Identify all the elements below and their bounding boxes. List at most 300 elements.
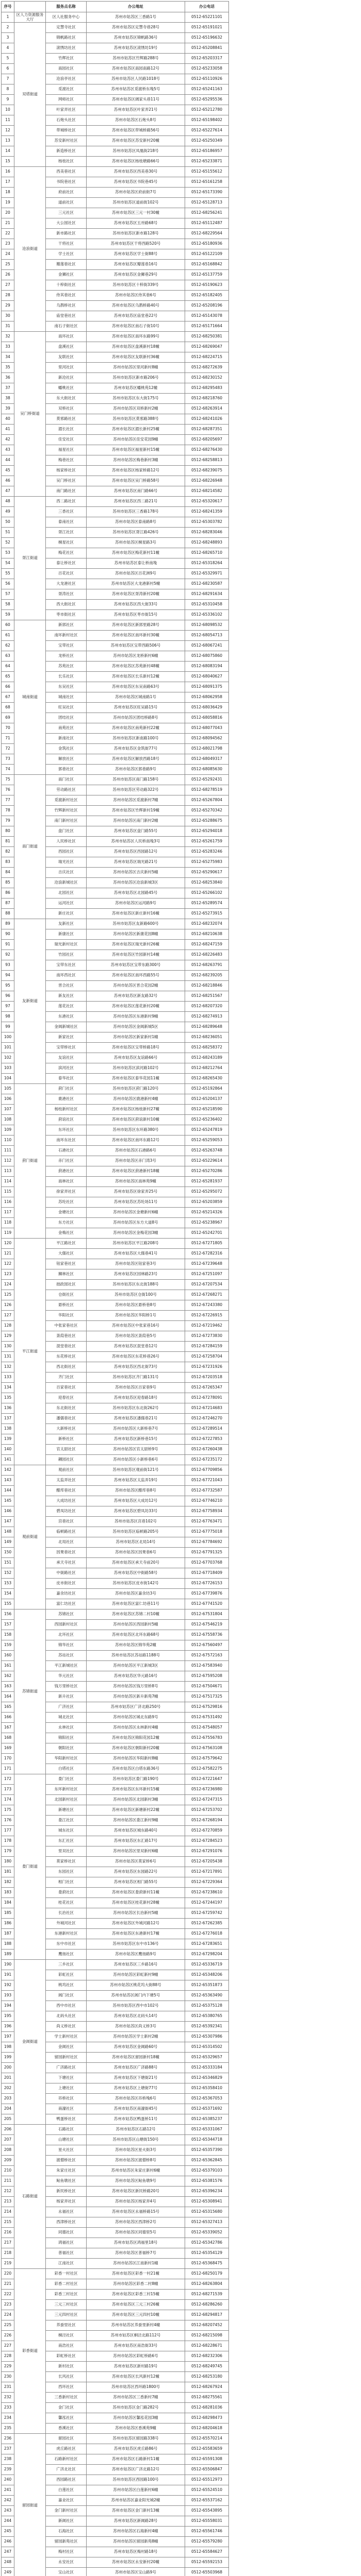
table-row [2, 1609, 229, 1620]
office-phone: 0512-65592153 [185, 2557, 229, 2568]
office-phone: 0512-65289574 [185, 899, 229, 909]
service-point-name: 石路新村社区 [46, 2454, 87, 2465]
row-number: 222 [2, 2290, 14, 2300]
service-point-name: 永安社区 [46, 2557, 87, 2568]
row-number: 170 [2, 1754, 14, 1764]
office-phone: 0512-65204137 [185, 1094, 229, 1105]
office-phone: 0512-67265347 [185, 1383, 229, 1393]
service-point-name: 渡僧桥社区 [46, 2156, 87, 2166]
service-point-name: 城北社区 [46, 1713, 87, 1723]
office-phone: 0512-67258704 [185, 1352, 229, 1362]
office-address: 苏州市姑苏区桐星路3号 [87, 538, 185, 548]
service-point-name: 中张家巷社区 [46, 1321, 87, 1331]
service-point-name: 南门新村社区 [46, 816, 87, 826]
table-row [2, 919, 229, 929]
service-point-name: 留园社区 [46, 2434, 87, 2444]
office-phone: 0512-67741520 [185, 1599, 229, 1609]
service-point-name: 金门社区 [46, 2403, 87, 2413]
service-point-name: 东汇社区 [46, 1836, 87, 1846]
office-address: 苏州市姑苏区北局14号 [87, 1537, 185, 1548]
office-address: 苏州市姑苏区徐家弄25号 [87, 1187, 185, 1197]
office-address: 苏州市姑苏区梅花新村11幢 [87, 548, 185, 558]
office-phone: 0512-67246270 [185, 1414, 229, 1424]
office-phone: 0512-67283651 [185, 1939, 229, 1950]
header-number: 序号 [2, 2, 14, 12]
row-number: 249 [2, 2568, 14, 2576]
service-point-name: 石路社区 [46, 2125, 87, 2135]
office-phone: 0512-65259053 [185, 1136, 229, 1146]
service-point-name: 南门路社区 [46, 486, 87, 497]
office-phone: 0512-65351873 [185, 1980, 229, 1991]
service-point-name: 娄门社区 [46, 1774, 87, 1785]
service-point-name: 留园新村社区 [46, 2053, 87, 2063]
office-address: 苏州市姑苏区瑞光路21号 [87, 857, 185, 868]
office-address: 苏州市姑苏区鸿福里18号 [87, 2238, 185, 2248]
office-address: 苏州市姑苏区三元一村30幢 [87, 208, 185, 218]
row-number: 192 [2, 1980, 14, 1991]
office-address: 苏州市姑苏区新桥巷15号 [87, 1434, 185, 1445]
row-number: 90 [2, 929, 14, 940]
office-address: 苏州市姑苏区齐门路131号 [87, 1372, 185, 1383]
service-point-name: 同德社区 [46, 2228, 87, 2238]
office-address: 苏州市姑苏区叶家弄21号 [87, 105, 185, 115]
row-number: 64 [2, 662, 14, 672]
row-number: 69 [2, 713, 14, 723]
row-number: 38 [2, 394, 14, 404]
office-phone: 0512-68226948 [185, 476, 229, 486]
office-address: 苏州市姑苏区华元路16号 [87, 1671, 185, 1682]
office-address: 苏州市姑苏区莫家桥6号 [87, 1857, 185, 1867]
table-row [2, 1465, 229, 1476]
street-name: 南门街道 [14, 775, 46, 919]
office-address: 苏州市姑苏区尚义桥3号 [87, 2022, 185, 2032]
service-point-name: 干将社区 [46, 239, 87, 249]
row-number: 124 [2, 1280, 14, 1290]
service-point-name: 石炮头社区 [46, 115, 87, 126]
row-number: 25 [2, 260, 14, 270]
office-address: 苏州市姑苏区平江新城3区 [87, 1661, 185, 1671]
service-point-name: 区人社服务中心 [46, 12, 87, 23]
office-phone: 0512-65266102 [185, 888, 229, 899]
office-phone: 0512-67260438 [185, 1445, 229, 1455]
office-phone: 0512-65263748 [185, 1146, 229, 1156]
office-address: 苏州市姑苏区三元四村10幢 [87, 2310, 185, 2320]
service-point-name: 相门社区 [46, 1877, 87, 1888]
street-name: 友新街道 [14, 919, 46, 1084]
office-address: 苏州市姑苏区太监弄19号 [87, 1476, 185, 1486]
service-point-name: 东吴社区 [46, 682, 87, 692]
office-phone: 0512-65196632 [185, 33, 229, 43]
service-point-name: 友谊社区 [46, 1053, 87, 1063]
service-point-name: 仓街社区 [46, 1290, 87, 1300]
row-number: 151 [2, 1558, 14, 1568]
office-address: 苏州市姑苏区侍其巷6号 [87, 291, 185, 301]
header-office-address: 办公地址 [87, 2, 185, 12]
row-number: 155 [2, 1599, 14, 1609]
office-address: 苏州市姑苏区官太尉桥9号 [87, 1445, 185, 1455]
row-number: 52 [2, 538, 14, 548]
office-phone: 0512-65329971 [185, 569, 229, 579]
office-address: 苏州市姑苏区东方大道8号 [87, 1218, 185, 1228]
row-number: 187 [2, 1929, 14, 1939]
row-number: 116 [2, 1197, 14, 1208]
office-phone: 0512-67251097 [185, 1269, 229, 1280]
row-number: 94 [2, 971, 14, 981]
row-number: 163 [2, 1682, 14, 1692]
service-point-name: 鲇鱼墩社区 [46, 2176, 87, 2187]
office-phone: 0512-65270342 [185, 806, 229, 816]
row-number: 135 [2, 1393, 14, 1403]
service-point-name: 北园社区 [46, 888, 87, 899]
row-number: 102 [2, 1053, 14, 1063]
row-number: 168 [2, 1733, 14, 1743]
office-phone: 0512-67732587 [185, 1486, 229, 1496]
row-number: 237 [2, 2444, 14, 2454]
office-phone: 0512-65339052 [185, 2228, 229, 2238]
office-address: 苏州市姑苏区竹辉新村19幢 [87, 806, 185, 816]
office-phone: 0512-67504671 [185, 1682, 229, 1692]
service-point-name: 百花社区 [46, 569, 87, 579]
row-number: 32 [2, 332, 14, 342]
row-number: 188 [2, 1939, 14, 1950]
row-number: 41 [2, 425, 14, 435]
office-address: 苏州市姑苏区杨枝塘路66号 [87, 157, 185, 167]
row-number: 161 [2, 1661, 14, 1671]
row-number: 209 [2, 2156, 14, 2166]
office-phone: 0512-65307986 [185, 2032, 229, 2042]
office-phone: 0512-65182405 [185, 291, 229, 301]
office-address: 苏州市姑苏区西北街73号 [87, 1362, 185, 1372]
row-number: 12 [2, 126, 14, 136]
office-address: 苏州市姑苏区城东路40号 [87, 1826, 185, 1836]
row-number: 200 [2, 2063, 14, 2073]
service-point-name: 沧浪新城社区 [46, 878, 87, 888]
service-point-name: 三香新村社区 [46, 2393, 87, 2403]
row-number: 239 [2, 2465, 14, 2475]
row-number: 11 [2, 115, 14, 126]
office-address: 苏州市姑苏区吴门桥路58号 [87, 476, 185, 486]
row-number: 20 [2, 208, 14, 218]
office-phone: 0512-65558031 [185, 2516, 229, 2527]
office-address: 苏州市姑苏区友联新村36幢 [87, 352, 185, 363]
row-number: 105 [2, 1084, 14, 1094]
row-number: 51 [2, 528, 14, 538]
service-point-name: 大儒社区 [46, 1249, 87, 1259]
office-phone: 0512-67579642 [185, 1754, 229, 1764]
row-number: 147 [2, 1517, 14, 1527]
office-phone: 0512-65110926 [185, 74, 229, 84]
street-name: 沧浪街道 [14, 167, 46, 332]
office-address: 苏州市姑苏区学士街88号 [87, 249, 185, 260]
row-number: 150 [2, 1548, 14, 1558]
office-address: 苏州市姑苏区葑谊新村10幢 [87, 1115, 185, 1125]
office-phone: 0512-65168842 [185, 260, 229, 270]
service-point-name: 东北街社区 [46, 1403, 87, 1414]
table-header [2, 2, 229, 12]
service-point-name: 双桥社区 [46, 404, 87, 414]
office-address: 苏州市姑苏区江南新村1幢 [87, 2259, 185, 2269]
office-phone: 0512-65294018 [185, 826, 229, 837]
office-phone: 0512-68241026 [185, 414, 229, 425]
office-phone: 0512-65336719 [185, 1960, 229, 1970]
service-point-name: 虎丘路社区 [46, 2444, 87, 2454]
row-number: 219 [2, 2259, 14, 2269]
office-phone: 0512-68077043 [185, 723, 229, 734]
office-address: 苏州市姑苏区福星新村15幢 [87, 445, 185, 455]
office-phone: 0512-67531492 [185, 1713, 229, 1723]
service-point-name: 馨泓社区 [46, 2413, 87, 2424]
office-phone: 0512-65295072 [185, 1187, 229, 1197]
service-point-name: 莫邪路社区 [46, 414, 87, 425]
office-address: 苏州市姑苏区新塘新村22幢 [87, 1805, 185, 1816]
table-row [2, 1774, 229, 1785]
office-address: 苏州市姑苏区带城桥路56号 [87, 126, 185, 136]
row-number: 177 [2, 1826, 14, 1836]
office-address: 苏州市姑苏区赤门湾3号 [87, 1156, 185, 1166]
row-number: 152 [2, 1568, 14, 1579]
service-point-name: 北园新村社区 [46, 1795, 87, 1805]
service-point-name: 钱万里桥社区 [46, 1682, 87, 1692]
table-row [2, 332, 229, 342]
row-number: 173 [2, 1785, 14, 1795]
office-phone: 0512-68239205 [185, 971, 229, 981]
office-address: 苏州市姑苏区西中市102号 [87, 2001, 185, 2011]
row-number: 128 [2, 1321, 14, 1331]
row-number: 48 [2, 497, 14, 507]
office-address: 苏州市姑苏区星火街3号 [87, 2145, 185, 2156]
row-number: 148 [2, 1527, 14, 1537]
office-phone: 0512-67227853 [185, 1434, 229, 1445]
office-address: 苏州市姑苏区金阊路60号 [87, 2042, 185, 2053]
row-number: 235 [2, 2424, 14, 2434]
office-address: 苏州市姑苏区西园路12号 [87, 847, 185, 857]
service-point-name: 新郭社区 [46, 620, 87, 631]
office-phone: 0512-65537162 [185, 2496, 229, 2506]
office-phone: 0512-65281937 [185, 1177, 229, 1187]
service-point-name: 瑞光新村社区 [46, 940, 87, 950]
office-phone: 0512-67203518 [185, 1372, 229, 1383]
office-address: 苏州市姑苏区金筑街77号 [87, 744, 185, 754]
office-address: 苏州市姑苏区南环东路12号 [87, 1136, 185, 1146]
service-point-name: 长乐社区 [46, 672, 87, 682]
office-address: 苏州市姑苏区迎春路18号 [87, 1393, 185, 1403]
row-number: 10 [2, 105, 14, 115]
row-number: 49 [2, 507, 14, 517]
service-point-name: 苏纶社区 [46, 1197, 87, 1208]
office-phone: 0512-65191021 [185, 23, 229, 33]
service-point-name: 十梓街社区 [46, 280, 87, 291]
service-point-name: 石海社区 [46, 2527, 87, 2537]
service-point-name: 胥涛社区 [46, 589, 87, 600]
office-phone: 0512-67560497 [185, 1640, 229, 1651]
service-point-name: 胥江社区 [46, 528, 87, 538]
office-address: 苏州市姑苏区下塘街21号 [87, 2073, 185, 2083]
service-point-name: 新升社区 [46, 1692, 87, 1702]
service-point-name: 华元社区 [46, 1671, 87, 1682]
office-address: 苏州市姑苏区苏锦二村10幢 [87, 1609, 185, 1620]
office-address: 苏州市姑苏区定慧寺巷28号 [87, 23, 185, 33]
row-number: 43 [2, 445, 14, 455]
office-address: 苏州市姑苏区石港路6号 [87, 1146, 185, 1156]
service-point-name: 苏锦社区 [46, 1609, 87, 1620]
office-address: 苏州市姑苏区五卅路68号 [87, 218, 185, 229]
row-number: 37 [2, 383, 14, 394]
service-point-name: 南环东社区 [46, 1136, 87, 1146]
service-point-name: 锦帆路社区 [46, 33, 87, 43]
office-address: 苏州市姑苏区新友路32号 [87, 991, 185, 1002]
row-number: 166 [2, 1713, 14, 1723]
service-point-name: 团结社区 [46, 713, 87, 723]
service-point-name: 泰让桥社区 [46, 558, 87, 569]
row-number: 174 [2, 1795, 14, 1805]
row-number: 213 [2, 2197, 14, 2207]
office-phone: 0512-65375128 [185, 2001, 229, 2011]
row-number: 104 [2, 1074, 14, 1084]
header-service-point-name: 服务点名称 [46, 2, 87, 12]
office-phone: 0512-65208841 [185, 43, 229, 54]
service-point-name: 桂花社区 [46, 1898, 87, 1908]
row-number: 217 [2, 2238, 14, 2248]
office-address: 苏州市姑苏区仓街100号 [87, 1290, 185, 1300]
service-point-name: 长风社区 [46, 2372, 87, 2382]
service-point-name: 金狮社区 [46, 270, 87, 280]
service-point-name: 锦华社区 [46, 1640, 87, 1651]
office-phone: 0512-68272639 [185, 363, 229, 373]
service-point-name: 新塘社区 [46, 1805, 87, 1816]
office-address: 苏州市姑苏区胥涛新村20幢 [87, 589, 185, 600]
street-name: 观前街道 [14, 1465, 46, 1609]
office-address: 苏州市姑苏区渡僧桥8号 [87, 2156, 185, 2166]
service-point-name: 三元四村社区 [46, 2310, 87, 2320]
office-address: 苏州市姑苏区南园南路12号 [87, 64, 185, 74]
service-point-name: 葑门社区 [46, 1084, 87, 1094]
office-address: 苏州市姑苏区泰让桥南堍 [87, 558, 185, 569]
office-address: 苏州市姑苏区永福桥路15号 [87, 2207, 185, 2217]
service-point-name: 因果巷社区 [46, 1548, 87, 1558]
office-phone: 0512-65229614 [185, 1156, 229, 1166]
row-number: 207 [2, 2135, 14, 2145]
office-address: 苏州市姑苏区宝带东路300号 [87, 960, 185, 971]
service-point-name: 西二路社区 [46, 497, 87, 507]
office-address: 苏州市姑苏区瓣莲巷16号 [87, 260, 185, 270]
office-phone: 0512-68258372 [185, 1043, 229, 1053]
street-name: 石路街道 [14, 2125, 46, 2269]
row-number: 214 [2, 2207, 14, 2217]
row-number: 67 [2, 692, 14, 703]
office-phone: 0512-68067241 [185, 641, 229, 651]
service-point-name: 金梅社区 [46, 1228, 87, 1239]
office-phone: 0512-65267804 [185, 795, 229, 806]
service-point-name: 南林社区 [46, 1177, 87, 1187]
service-point-name: 竹辉新村社区 [46, 806, 87, 816]
office-address: 苏州市姑苏区悬桥巷8号 [87, 1300, 185, 1311]
row-number: 159 [2, 1640, 14, 1651]
office-phone: 0512-67235172 [185, 1455, 229, 1465]
office-address: 苏州市姑苏区虎丘路86号 [87, 2444, 185, 2454]
row-number: 138 [2, 1424, 14, 1434]
office-phone: 0512-67531804 [185, 1609, 229, 1620]
office-address: 苏州市姑苏区三乡路16号 [87, 1960, 185, 1970]
office-address: 苏州市姑苏区滚绣坊19号 [87, 43, 185, 54]
office-phone: 0512-68263791 [185, 960, 229, 971]
office-address: 苏州市姑苏区西津桥2号 [87, 2217, 185, 2228]
row-number: 160 [2, 1651, 14, 1661]
row-number: 30 [2, 311, 14, 321]
service-point-name: 东中市社区 [46, 1939, 87, 1950]
service-point-name: 钮家巷社区 [46, 1259, 87, 1269]
office-phone: 0512-65186957 [185, 146, 229, 157]
office-phone: 0512-68062958 [185, 692, 229, 703]
office-phone: 0512-65371692 [185, 2104, 229, 2114]
row-number: 66 [2, 682, 14, 692]
service-point-name: 金塘社区 [46, 1208, 87, 1218]
row-number: 76 [2, 785, 14, 795]
office-phone: 0512-65320617 [185, 497, 229, 507]
office-phone: 0512-68283046 [185, 528, 229, 538]
service-point-name: 南苑社区 [46, 723, 87, 734]
row-number: 133 [2, 1372, 14, 1383]
office-phone: 0512-68228671 [185, 2341, 229, 2351]
service-point-name: 菉葭巷社区 [46, 1331, 87, 1342]
office-phone: 0512-68287351 [185, 425, 229, 435]
row-number: 65 [2, 672, 14, 682]
office-phone: 0512-67231926 [185, 1362, 229, 1372]
service-point-name: 瑞光社区 [46, 857, 87, 868]
office-phone: 0512-68258813 [185, 455, 229, 466]
office-address: 苏州市姑苏区团结桥路8号 [87, 713, 185, 723]
office-phone: 0512-65161258 [185, 177, 229, 188]
row-number: 143 [2, 1476, 14, 1486]
service-point-name: 竹园社区 [46, 950, 87, 960]
row-number: 89 [2, 919, 14, 929]
service-point-name: 上塘社区 [46, 2083, 87, 2094]
office-address: 苏州市姑苏区瑞光新村26幢 [87, 940, 185, 950]
office-phone: 0512-68267924 [185, 2382, 229, 2393]
office-address: 苏州市姑苏区莲花新村20幢 [87, 1002, 185, 1012]
office-address: 苏州市姑苏区南林苑9幢 [87, 1177, 185, 1187]
office-phone: 0512-68253180 [185, 2372, 229, 2382]
row-number: 106 [2, 1094, 14, 1105]
row-number: 86 [2, 888, 14, 899]
office-phone: 0512-68083194 [185, 662, 229, 672]
row-number: 118 [2, 1218, 14, 1228]
row-number: 7 [2, 74, 14, 84]
office-phone: 0512-68294817 [185, 2310, 229, 2320]
office-address: 苏州市姑苏区梅巷新村3幢 [87, 455, 185, 466]
service-point-name: 鹿港社区 [46, 1094, 87, 1105]
office-address: 苏州市姑苏区碧凤坊33号 [87, 1506, 185, 1517]
street-name: 娄门街道 [14, 1774, 46, 1960]
office-address: 苏州市姑苏区石路12号 [87, 2125, 185, 2135]
office-phone: 0512-65342786 [185, 2238, 229, 2248]
row-number: 36 [2, 373, 14, 383]
office-address: 苏州市姑苏区滨河路102号 [87, 1063, 185, 1074]
office-phone: 0512-65348206 [185, 1970, 229, 1980]
office-address: 苏州市姑苏区双桥新村2幢 [87, 404, 185, 414]
office-phone: 0512-67262385 [185, 1919, 229, 1929]
office-address: 苏州市姑苏区新阊路28号 [87, 2516, 185, 2527]
service-point-name: 南环西社区 [46, 971, 87, 981]
office-address: 苏州市姑苏区嘉业阳光城2幢 [87, 2496, 185, 2506]
row-number: 91 [2, 940, 14, 950]
row-number: 205 [2, 2114, 14, 2125]
service-point-name: 城南社区 [46, 692, 87, 703]
service-point-name: 南环社区 [46, 332, 87, 342]
row-number: 197 [2, 2032, 14, 2042]
service-point-name: 彩香二村社区 [46, 2279, 87, 2290]
office-address: 苏州市姑苏区金梅花园3幢 [87, 1228, 185, 1239]
office-phone: 0512-68230587 [185, 579, 229, 589]
